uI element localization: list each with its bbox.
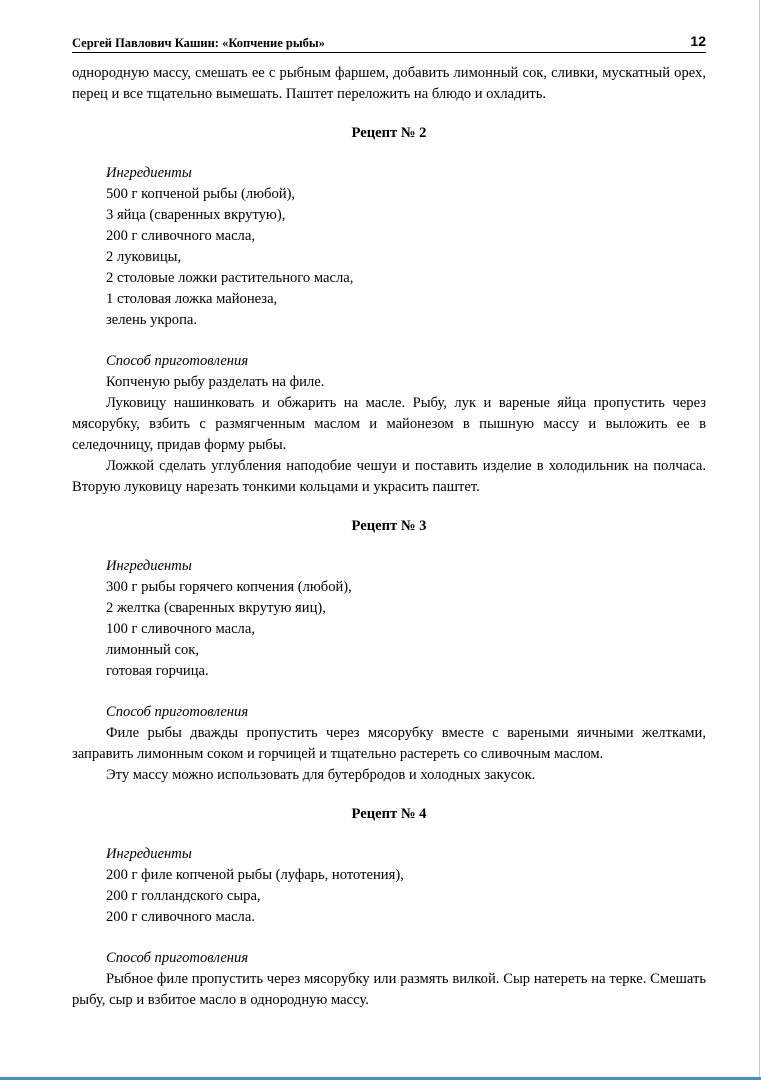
ingredient-item: 100 г сливочного масла, xyxy=(106,621,255,637)
ingredient-item: 200 г сливочного масла, xyxy=(106,228,255,244)
recipe-section xyxy=(72,804,706,1011)
spacer xyxy=(72,928,706,948)
ingredient-item: 500 г копченой рыбы (любой), xyxy=(106,186,296,202)
ingredient-item: лимонный сок, xyxy=(106,642,200,658)
ingredient-item: 300 г рыбы горячего копчения (любой), xyxy=(106,579,352,595)
recipe-title: Рецепт № 4 xyxy=(351,806,427,822)
recipe-title: Рецепт № 3 xyxy=(351,518,427,534)
ingredients-label: Ингредиенты xyxy=(106,558,192,574)
ingredient-item: 2 луковицы, xyxy=(106,249,182,265)
recipe-title: Рецепт № 2 xyxy=(351,125,427,141)
page-header xyxy=(72,34,706,53)
recipes-list xyxy=(72,123,706,1011)
method-step: Ложкой сделать углубления наподобие чешуи и поставить изделие в холодильник на полчаса. Вторую луковицу нарезать тонкими кольцами и украсить паштет. xyxy=(72,458,706,495)
page-number: 12 xyxy=(690,33,706,49)
ingredient-item: 2 желтка (сваренных вкрутую яиц), xyxy=(106,600,326,616)
recipe-section xyxy=(72,516,706,786)
ingredients-label: Ингредиенты xyxy=(106,846,192,862)
method-step: Луковицу нашинковать и обжарить на масле. Рыбу, лук и вареные яйца пропустить через мясорубку, взбить с размягченным маслом и майонезом в пышную массу и выложить ее в селедочницу, придав форму рыбы. xyxy=(72,395,706,453)
ingredient-item: 200 г филе копченой рыбы (луфарь, нототения), xyxy=(106,867,404,883)
ingredients-label: Ингредиенты xyxy=(106,165,192,181)
method-step: Копченую рыбу разделать на филе. xyxy=(106,374,325,390)
ingredient-item: 1 столовая ложка майонеза, xyxy=(106,291,278,307)
ingredient-item: зелень укропа. xyxy=(106,312,198,328)
intro-paragraph: однородную массу, смешать ее с рыбным фаршем, добавить лимонный сок, сливки, мускатный орех, перец и все тщательно вымешать. Паштет переложить на блюдо и охладить. xyxy=(72,65,706,102)
ingredient-item: 2 столовые ложки растительного масла, xyxy=(106,270,354,286)
method-label: Способ приготовления xyxy=(106,704,249,720)
ingredient-item: готовая горчица. xyxy=(106,663,209,679)
page-body xyxy=(72,63,706,1011)
ingredient-item: 200 г голландского сыра, xyxy=(106,888,261,904)
method-step: Филе рыбы дважды пропустить через мясорубку вместе с вареными яичными желтками, заправить лимонным соком и горчицей и тщательно растереть со сливочным маслом. xyxy=(72,725,706,762)
method-step: Эту массу можно использовать для бутербродов и холодных закусок. xyxy=(106,767,536,783)
method-step: Рыбное филе пропустить через мясорубку или размять вилкой. Сыр натереть на терке. Смешать рыбу, сыр и взбитое масло в однородную массу. xyxy=(72,971,706,1008)
spacer xyxy=(72,331,706,351)
method-label: Способ приготовления xyxy=(106,950,249,966)
method-label: Способ приготовления xyxy=(106,353,249,369)
ingredient-item: 200 г сливочного масла. xyxy=(106,909,255,925)
ingredient-item: 3 яйца (сваренных вкрутую), xyxy=(106,207,286,223)
book-title: Сергей Павлович Кашин: «Копчение рыбы» xyxy=(72,36,325,50)
recipe-section xyxy=(72,123,706,498)
spacer xyxy=(72,682,706,702)
